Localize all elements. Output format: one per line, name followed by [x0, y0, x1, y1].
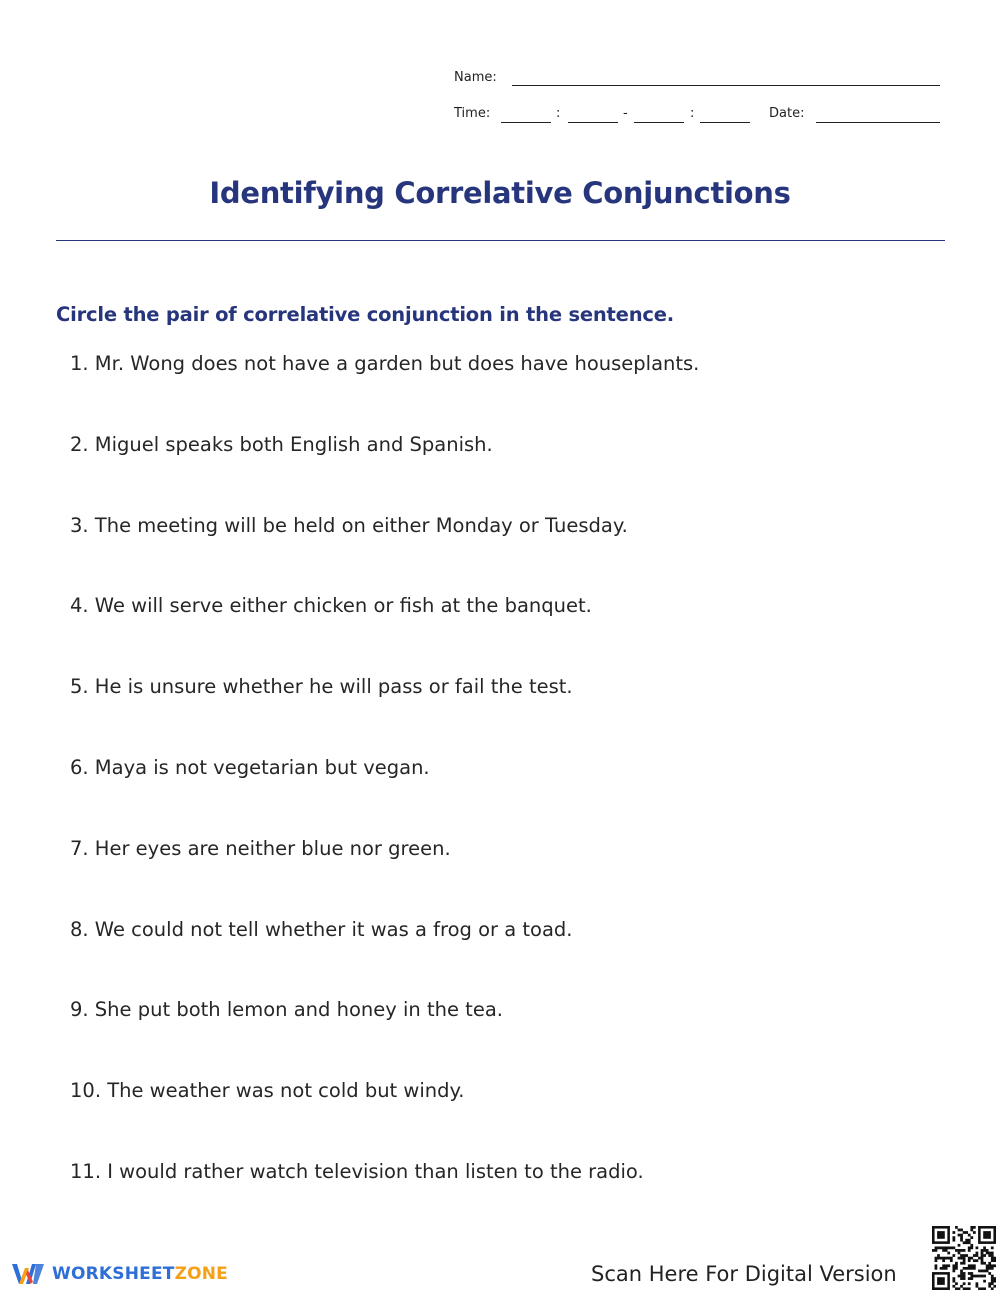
time-label: Time:: [454, 106, 491, 121]
question-item: 10. The weather was not cold but windy.: [70, 1079, 465, 1103]
worksheetzone-logo-icon: [10, 1261, 46, 1287]
name-blank-line: [512, 85, 940, 86]
name-field: [454, 68, 940, 88]
instruction-heading: Circle the pair of correlative conjunction in the sentence.: [56, 303, 674, 326]
question-list: [70, 352, 699, 1241]
qr-code-graphic: [932, 1226, 996, 1290]
question-item: 8. We could not tell whether it was a frog or a toad.: [70, 917, 573, 941]
time-minute-start-blank: [568, 122, 618, 123]
time-hour-start-blank: [501, 122, 551, 123]
time-range-separator: -: [623, 106, 628, 121]
date-label: Date:: [769, 106, 805, 121]
page-title: Identifying Correlative Conjunctions: [209, 176, 791, 210]
question-item: 7. Her eyes are neither blue nor green.: [70, 836, 451, 860]
date-blank: [816, 122, 940, 123]
time-separator: :: [556, 106, 561, 121]
brand-name-worksheet: WORKSHEET: [52, 1264, 175, 1284]
question-item: 4. We will serve either chicken or fish at the banquet.: [70, 594, 592, 618]
question-item: 6. Maya is not vegetarian but vegan.: [70, 755, 430, 779]
question-item: 5. He is unsure whether he will pass or fail the test.: [70, 675, 573, 699]
time-hour-end-blank: [634, 122, 684, 123]
question-item: 1. Mr. Wong does not have a garden but does have houseplants.: [70, 352, 700, 375]
qr-code-icon[interactable]: [932, 1226, 996, 1290]
time-minute-end-blank: [700, 122, 750, 123]
brand-name-zone: ZONE: [174, 1264, 228, 1284]
question-item: 11. I would rather watch television than listen to the radio.: [70, 1159, 644, 1183]
question-item: 9. She put both lemon and honey in the tea.: [70, 998, 503, 1022]
title-divider: [56, 240, 945, 241]
worksheetzone-logo[interactable]: [10, 1259, 228, 1289]
question-item: 3. The meeting will be held on either Monday or Tuesday.: [70, 513, 628, 537]
time-separator: :: [690, 106, 695, 121]
name-label: Name:: [454, 70, 497, 85]
scan-instruction: Scan Here For Digital Version: [591, 1262, 897, 1286]
question-item: 2. Miguel speaks both English and Spanish.: [70, 432, 493, 456]
time-date-field: [454, 106, 940, 128]
